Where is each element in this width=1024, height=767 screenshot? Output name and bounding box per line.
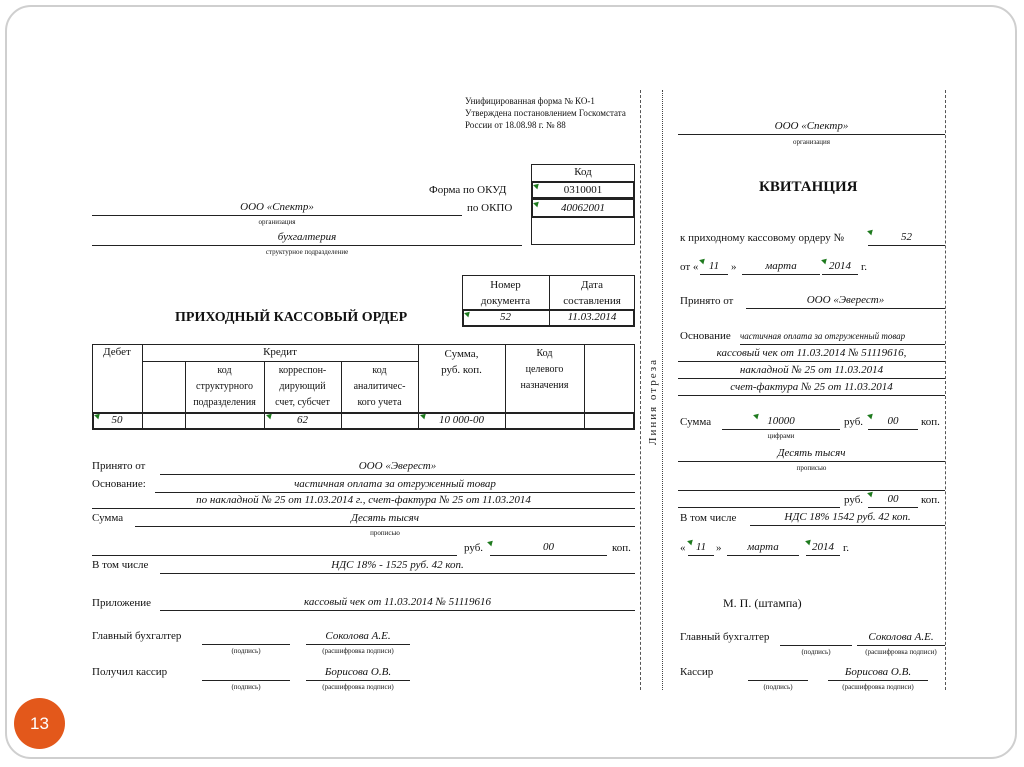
- receipt-basis-4: счет-фактура № 25 от 11.03.2014: [730, 381, 893, 393]
- receipt-date-year: 2014: [812, 541, 834, 553]
- col-sum: Сумма, руб. коп.: [441, 348, 482, 376]
- receipt-kop-2: коп.: [921, 494, 940, 506]
- vat-value: НДС 18% - 1525 руб. 42 коп.: [331, 559, 464, 571]
- col-kod-anal: код аналитичес- кого учета: [353, 365, 406, 408]
- receipt-chief-label: Главный бухгалтер: [680, 631, 770, 643]
- cut-line-dots: [662, 90, 663, 690]
- receipt-date-g: г.: [843, 542, 850, 554]
- sum-label: Сумма: [92, 512, 124, 524]
- receipt-accepted-label: Принято от: [680, 295, 734, 307]
- cashier-name: Борисова О.В.: [324, 666, 392, 678]
- row-debit: 50: [111, 414, 123, 426]
- receipt-date-day: 11: [695, 541, 707, 553]
- receipt-kop: коп.: [921, 416, 940, 428]
- words-caption: прописью: [370, 529, 400, 537]
- slide-number-badge: 13: [14, 698, 65, 749]
- appendix-value: кассовый чек от 11.03.2014 № 51119616: [304, 596, 491, 608]
- receipt-kop-value-2: 00: [887, 493, 899, 505]
- receipt-date-close: »: [716, 542, 722, 554]
- basis-value-2: по накладной № 25 от 11.03.2014 г., счет-фактура № 25 от 11.03.2014: [196, 494, 531, 506]
- receipt-kop-value: 00: [887, 415, 899, 427]
- receipt-vat-value: НДС 18% 1542 руб. 42 коп.: [784, 511, 911, 523]
- kop-label: коп.: [612, 542, 631, 554]
- receipt-basis-2: кассовый чек от 11.03.2014 № 51119616,: [716, 347, 907, 359]
- receipt-sum-value: 10000: [767, 415, 795, 427]
- receipt-sum-words: Десять тысяч: [777, 447, 846, 459]
- receipt-g: г.: [861, 261, 868, 273]
- chief-label: Главный бухгалтер: [92, 630, 182, 642]
- basis-label: Основание:: [92, 478, 146, 490]
- col-credit: Кредит: [263, 346, 297, 358]
- receipt-from-label: от «: [680, 261, 699, 273]
- doc-number: 52: [500, 311, 511, 323]
- receipt-month: марта: [765, 260, 797, 272]
- receipt-vat-label: В том числе: [680, 512, 737, 524]
- header-line-3: России от 18.08.98 г. № 88: [465, 120, 566, 130]
- receipt-chief-sign-caption: (подпись): [801, 648, 831, 656]
- appendix-label: Приложение: [92, 597, 152, 609]
- sum-words: Десять тысяч: [350, 512, 420, 524]
- receipt-date-open: «: [680, 542, 686, 554]
- cashier-sign-caption: (подпись): [231, 683, 261, 691]
- receipt-quote-close: »: [731, 261, 737, 273]
- receipt-sum-label: Сумма: [680, 416, 712, 428]
- org-caption: организация: [258, 218, 296, 226]
- doc-date-header: Дата составления: [563, 279, 621, 307]
- okpo-value: 40062001: [561, 202, 605, 214]
- dept-name: бухгалтерия: [277, 231, 337, 243]
- okud-label: Форма по ОКУД: [429, 184, 507, 196]
- col-corr: корреспон- дирующий счет, субсчет: [275, 365, 330, 408]
- receipt-rub: руб.: [844, 416, 864, 428]
- receipt-date-month: марта: [747, 541, 779, 553]
- col-kod-struct: код структурного подразделения: [193, 365, 256, 408]
- accepted-value: ООО «Эверест»: [358, 460, 437, 472]
- header-line-2: Утверждена постановлением Госкомстата: [465, 108, 626, 118]
- col-kod-target: Код целевого назначения: [520, 348, 569, 391]
- receipt-year: 2014: [829, 260, 851, 272]
- col-debit: Дебет: [103, 346, 131, 358]
- receipt-basis-label: Основание: [680, 330, 731, 342]
- row-corr: 62: [297, 414, 308, 426]
- receipt-chief-name: Соколова А.Е.: [868, 631, 934, 643]
- receipt-org-name: ООО «Спектр»: [774, 120, 849, 132]
- accepted-label: Принято от: [92, 460, 146, 472]
- receipt-rub-2: руб.: [844, 494, 864, 506]
- receipt-chief-decode-caption: (расшифровка подписи): [865, 648, 937, 656]
- receipt-stamp: М. П. (штампа): [723, 596, 802, 610]
- kop-value: 00: [543, 541, 554, 553]
- chief-name: Соколова А.Е.: [325, 630, 391, 642]
- cut-line-label: Линия отреза: [647, 358, 659, 445]
- okpo-label: по ОКПО: [467, 202, 513, 214]
- rub-label: руб.: [464, 542, 484, 554]
- chief-sign-caption: (подпись): [231, 647, 261, 655]
- vat-label: В том числе: [92, 559, 149, 571]
- receipt-accepted-value: ООО «Эверест»: [806, 294, 885, 306]
- doc-date: 11.03.2014: [567, 311, 617, 323]
- okud-value: 0310001: [563, 184, 603, 196]
- receipt-title: КВИТАНЦИЯ: [759, 179, 858, 195]
- receipt-order-num: 52: [901, 231, 912, 243]
- codes-title: Код: [574, 166, 592, 178]
- dept-caption: структурное подразделение: [265, 248, 349, 256]
- form-header: [465, 95, 626, 131]
- receipt-basis-1: частичная оплата за отгруженный товар: [740, 331, 906, 341]
- basis-value-1: частичная оплата за отгруженный товар: [294, 478, 496, 490]
- receipt-day: 11: [708, 260, 720, 272]
- receipt-cashier-label: Кассир: [680, 666, 714, 678]
- org-name: ООО «Спектр»: [240, 201, 314, 213]
- cashier-label: Получил кассир: [92, 666, 168, 678]
- receipt-to-order: к приходному кассовому ордеру №: [680, 232, 844, 244]
- row-sum: 10 000-00: [439, 414, 484, 426]
- receipt-digits-caption: цифрами: [767, 432, 795, 440]
- receipt-words-caption: прописью: [796, 464, 827, 472]
- header-line-1: Унифицированная форма № КО-1: [465, 96, 595, 106]
- receipt-basis-3: накладной № 25 от 11.03.2014: [739, 364, 884, 376]
- chief-decode-caption: (расшифровка подписи): [322, 647, 394, 655]
- document-title: ПРИХОДНЫЙ КАССОВЫЙ ОРДЕР: [175, 310, 408, 325]
- cashier-decode-caption: (расшифровка подписи): [322, 683, 394, 691]
- receipt-cashier-sign-caption: (подпись): [763, 683, 793, 691]
- receipt-org-caption: организация: [792, 138, 831, 146]
- doc-number-header: Номер документа: [480, 279, 531, 307]
- receipt-cashier-name: Борисова О.В.: [844, 666, 912, 678]
- receipt-cashier-decode-caption: (расшифровка подписи): [842, 683, 914, 691]
